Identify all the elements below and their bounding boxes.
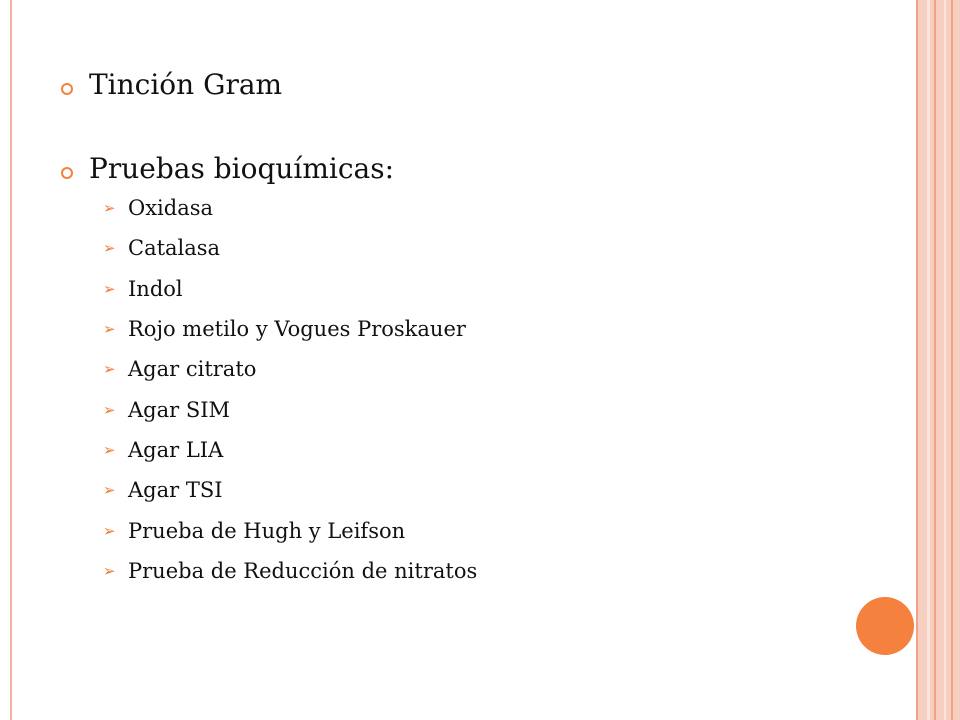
right-decorative-panel [916,0,960,720]
slide-content [60,66,880,591]
decorative-stripe [934,0,936,720]
sub-bullet-text: Prueba de Reducción de nitratos [128,558,478,583]
sub-bullet-text: Agar citrato [128,357,257,382]
arrow-bullet-icon: ➢ [103,521,116,540]
sub-bullet-text: Indol [128,276,183,301]
sub-bullet-item [60,309,880,349]
arrow-bullet-icon: ➢ [103,360,116,379]
arrow-bullet-icon: ➢ [103,561,116,580]
arrow-bullet-icon: ➢ [103,440,116,459]
arrow-bullet-icon: ➢ [103,239,116,258]
sub-bullet-text: Rojo metilo y Vogues Proskauer [128,317,466,342]
sub-bullet-item [60,470,880,510]
ring-bullet-icon [61,83,73,95]
accent-circle [856,597,914,655]
bullet-item-tincion-gram [60,68,880,102]
arrow-bullet-icon: ➢ [103,481,116,500]
sub-bullet-text: Agar SIM [128,397,231,422]
sub-bullet-item [60,390,880,430]
bullet-text: Pruebas bioquímicas: [89,151,395,185]
biochemical-tests-list [60,188,880,591]
decorative-stripe [951,0,953,720]
sub-bullet-item [60,349,880,389]
sub-bullet-text: Prueba de Hugh y Leifson [128,518,406,543]
sub-bullet-item [60,511,880,551]
arrow-bullet-icon: ➢ [103,199,116,218]
decorative-stripe [927,0,930,720]
sub-bullet-text: Agar LIA [128,437,224,462]
sub-bullet-item [60,188,880,228]
decorative-stripe [916,0,918,720]
sub-bullet-item [60,228,880,268]
sub-bullet-text: Oxidasa [128,196,214,221]
left-border-line [10,0,12,720]
sub-bullet-item [60,269,880,309]
arrow-bullet-icon: ➢ [103,279,116,298]
arrow-bullet-icon: ➢ [103,320,116,339]
sub-bullet-item [60,551,880,591]
decorative-stripe [944,0,946,720]
ring-bullet-icon [61,167,73,179]
sub-bullet-item [60,430,880,470]
bullet-item-pruebas-bioquimicas [60,152,880,186]
bullet-text: Tinción Gram [89,68,283,101]
arrow-bullet-icon: ➢ [103,400,116,419]
sub-bullet-text: Catalasa [128,236,221,261]
sub-bullet-text: Agar TSI [128,478,223,503]
